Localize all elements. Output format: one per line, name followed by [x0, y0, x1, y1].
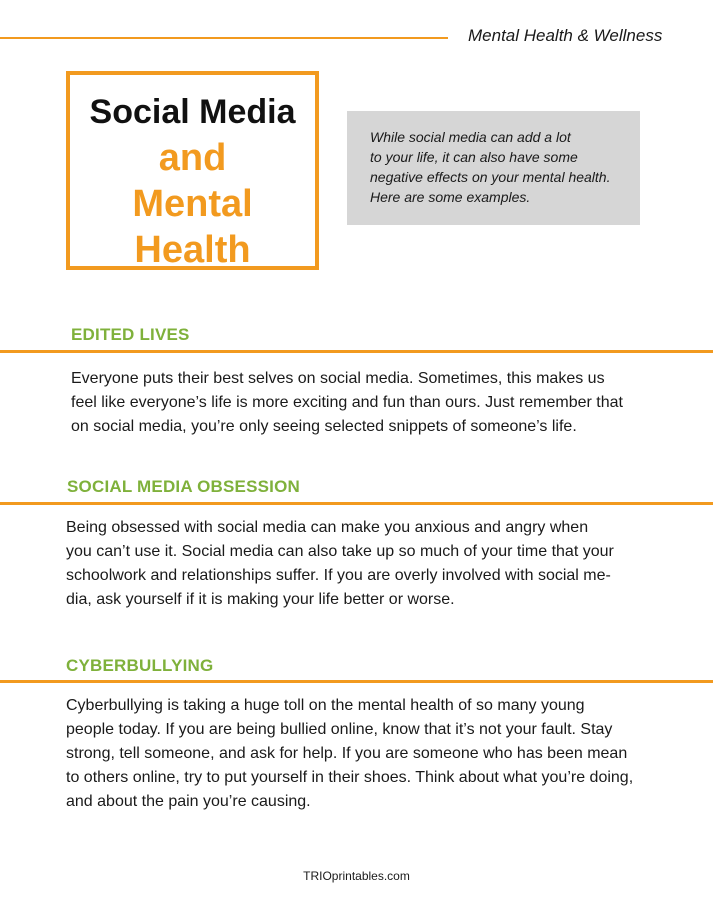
section-rule: [0, 680, 713, 683]
body-line: dia, ask yourself if it is making your life better or worse.: [66, 591, 455, 608]
intro-line: Here are some examples.: [370, 189, 531, 205]
footer-site: TRIOprintables.com: [303, 869, 410, 883]
intro-box: [347, 111, 640, 225]
body-line: Everyone puts their best selves on social media. Sometimes, this makes us: [71, 370, 605, 387]
section-rule: [0, 502, 713, 505]
header-rule: [0, 37, 448, 39]
body-line: Being obsessed with social media can make you anxious and angry when: [66, 519, 589, 536]
section-heading-cyberbullying: CYBERBULLYING: [66, 656, 214, 675]
intro-line: negative effects on your mental health.: [370, 169, 611, 185]
body-line: and about the pain you’re causing.: [66, 793, 311, 810]
body-line: on social media, you’re only seeing selected snippets of someone’s life.: [71, 418, 577, 435]
body-line: feel like everyone’s life is more exciting and fun than ours. Just remember that: [71, 394, 623, 411]
section-body-social-media-obsession: [66, 516, 706, 612]
body-line: to others online, try to put yourself in their shoes. Think about what you’re doing,: [66, 769, 634, 786]
body-line: you can’t use it. Social media can also take up so much of your time that your: [66, 543, 614, 560]
title-line-3: Mental: [132, 183, 253, 225]
intro-line: While social media can add a lot: [370, 129, 571, 145]
body-line: Cyberbullying is taking a huge toll on the mental health of so many young: [66, 697, 585, 714]
title-line-1: Social Media: [89, 93, 296, 131]
title-line-2: and: [158, 137, 227, 179]
body-line: schoolwork and relationships suffer. If you are overly involved with social me-: [66, 567, 611, 584]
section-rule: [0, 350, 713, 353]
title-line-4: Health: [134, 229, 251, 271]
section-heading-edited-lives: EDITED LIVES: [71, 325, 190, 344]
body-line: strong, tell someone, and ask for help. If you are someone who has been mean: [66, 745, 628, 762]
category-label: Mental Health & Wellness: [468, 26, 663, 45]
intro-line: to your life, it can also have some: [370, 149, 578, 165]
section-body-cyberbullying: [66, 694, 706, 814]
title-box: [66, 71, 319, 270]
section-heading-social-media-obsession: SOCIAL MEDIA OBSESSION: [67, 477, 300, 496]
body-line: people today. If you are being bullied online, know that it’s not your fault. Stay: [66, 721, 613, 738]
section-body-edited-lives: [71, 367, 711, 439]
